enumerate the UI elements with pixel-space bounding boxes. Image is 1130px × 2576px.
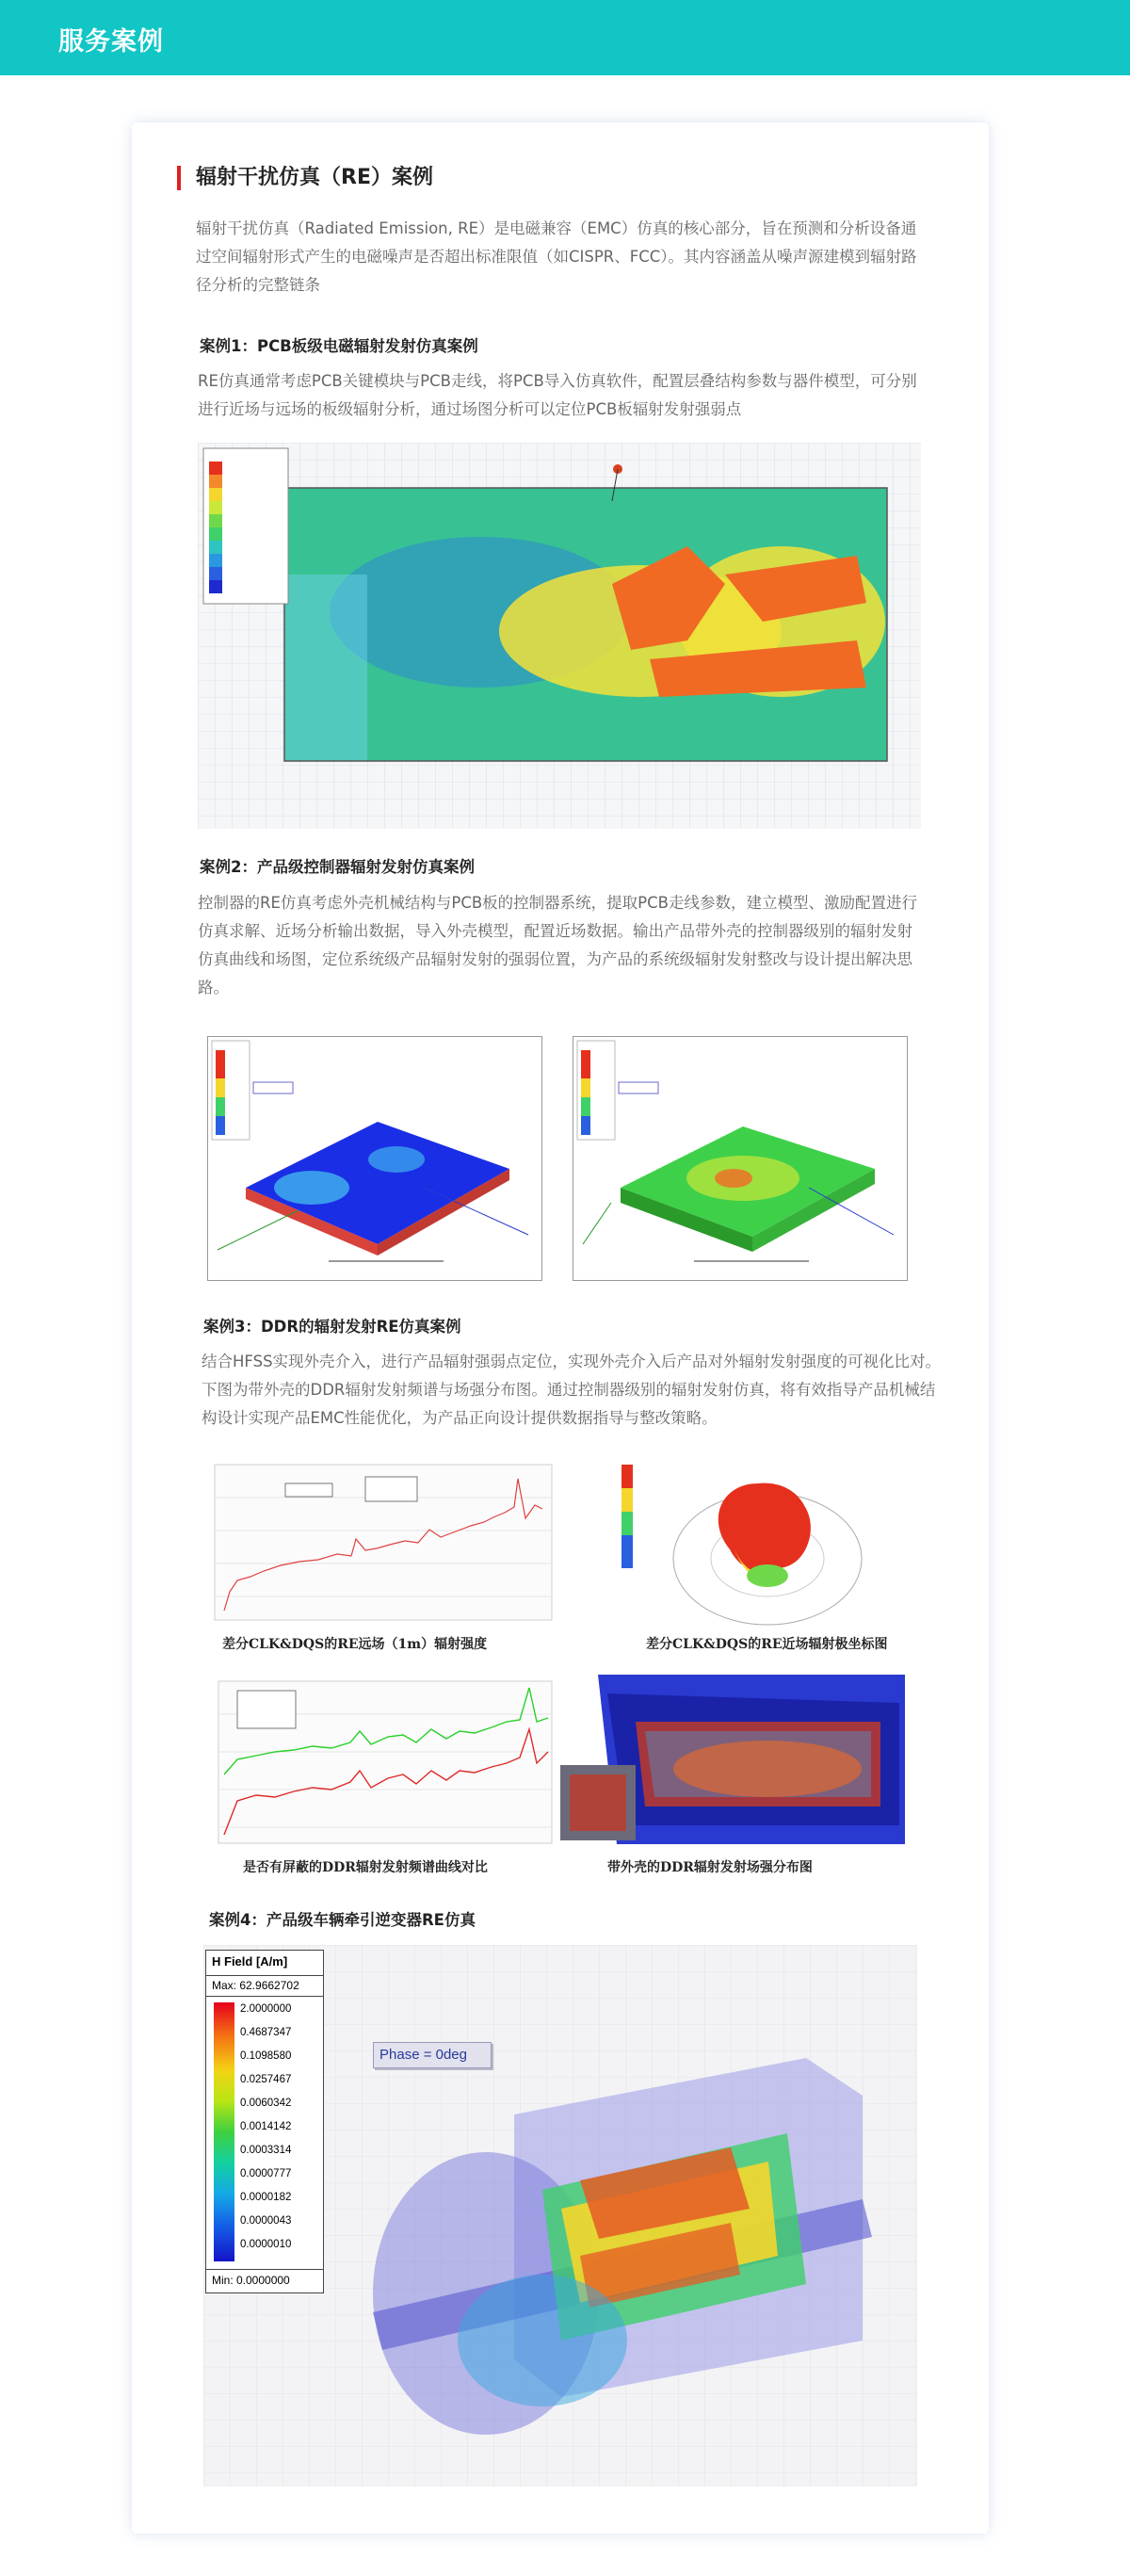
case-1-desc: RE仿真通常考虑PCB关键模块与PCB走线，将PCB导入仿真软件，配置层叠结构参数与器件模型，可分别进行近场与远场的板级辐射分析，通过场图分析可以定位PCB板辐射发射强弱点 xyxy=(198,372,917,418)
case-1-title: 案例1：PCB板级电磁辐射发射仿真案例 xyxy=(200,337,478,355)
legend-tick: 0.0060342 xyxy=(240,2098,292,2109)
case-3-desc: 结合HFSS实现外壳介入，进行产品辐射强弱点定位，实现外壳介入后产品对外辐射发射强度的可视化比对。下图为带外壳的DDR辐射发射频谱与场强分布图。通过控制器级别的辐射发射仿真，将有效指导产品机械结构设计实现产品EMC性能优化，为产品正向设计提供数据指导与整改策略。 xyxy=(202,1353,942,1427)
case-2-desc: 控制器的RE仿真考虑外壳机械结构与PCB板的控制器系统，提取PCB走线参数，建立模型、激励配置进行仿真求解、近场分析输出数据，导入外壳模型，配置近场数据。输出产品带外壳的控制器级别的辐射发射仿真曲线和场图，定位系统级产品辐射发射的强弱位置，为产品的系统级辐射发射整改与设计提出解决思路。 xyxy=(198,894,917,996)
section-title: 辐射干扰仿真（RE）案例 xyxy=(196,166,433,189)
ddr-shield-compare-chart xyxy=(209,1677,557,1851)
caption-shield-compare: 是否有屏蔽的DDR辐射发射频谱曲线对比 xyxy=(243,1860,488,1875)
ddr-enclosure-field-image xyxy=(560,1665,905,1846)
section-intro: 辐射干扰仿真（Radiated Emission, RE）是电磁兼容（EMC）仿真的核心部分，旨在预测和分析设备通过空间辐射形式产生的电磁噪声是否超出标准限值（如CISPR、FCC）。其内容涵盖从噪声源建模到辐射路径分析的完整链条 xyxy=(196,219,917,294)
section-accent-bar xyxy=(177,166,181,190)
pcb-field-image xyxy=(198,443,921,829)
legend-tick: 0.0000010 xyxy=(240,2239,292,2250)
legend-gradient xyxy=(214,2002,234,2261)
legend-ticks xyxy=(240,1998,291,2257)
case-3-title: 案例3：DDR的辐射发射RE仿真案例 xyxy=(203,1318,461,1336)
ddr-far-field-chart xyxy=(205,1460,557,1629)
legend-tick: 0.4687347 xyxy=(240,2027,292,2038)
h-field-legend xyxy=(205,1950,324,2293)
caption-near-field-polar: 差分CLK&DQS的RE近场辐射极坐标图 xyxy=(646,1637,888,1652)
header-title: 服务案例 xyxy=(58,27,164,57)
case-2-title: 案例2：产品级控制器辐射发射仿真案例 xyxy=(200,858,475,876)
legend-tick: 0.0003314 xyxy=(240,2145,292,2156)
case-4-title: 案例4：产品级车辆牵引逆变器RE仿真 xyxy=(209,1911,476,1929)
legend-tick: 0.0000182 xyxy=(240,2192,292,2203)
legend-tick: 0.0000043 xyxy=(240,2215,292,2227)
caption-far-field: 差分CLK&DQS的RE远场（1m）辐射强度 xyxy=(222,1637,488,1652)
phase-label: Phase = 0deg xyxy=(373,2042,492,2068)
legend-max: Max: 62.9662702 xyxy=(212,1979,299,1992)
page-header xyxy=(0,0,1130,75)
controller-field-image-left xyxy=(207,1036,542,1281)
caption-enclosure-field: 带外壳的DDR辐射发射场强分布图 xyxy=(607,1860,813,1875)
legend-tick: 2.0000000 xyxy=(240,2003,292,2015)
ddr-near-field-polar xyxy=(617,1455,899,1634)
controller-field-image-right xyxy=(573,1036,908,1281)
legend-tick: 0.1098580 xyxy=(240,2050,292,2062)
legend-min: Min: 0.0000000 xyxy=(212,2274,290,2287)
legend-title: H Field [A/m] xyxy=(212,1954,288,1968)
legend-tick: 0.0257467 xyxy=(240,2074,292,2085)
legend-tick: 0.0014142 xyxy=(240,2121,292,2132)
legend-tick: 0.0000777 xyxy=(240,2168,292,2179)
